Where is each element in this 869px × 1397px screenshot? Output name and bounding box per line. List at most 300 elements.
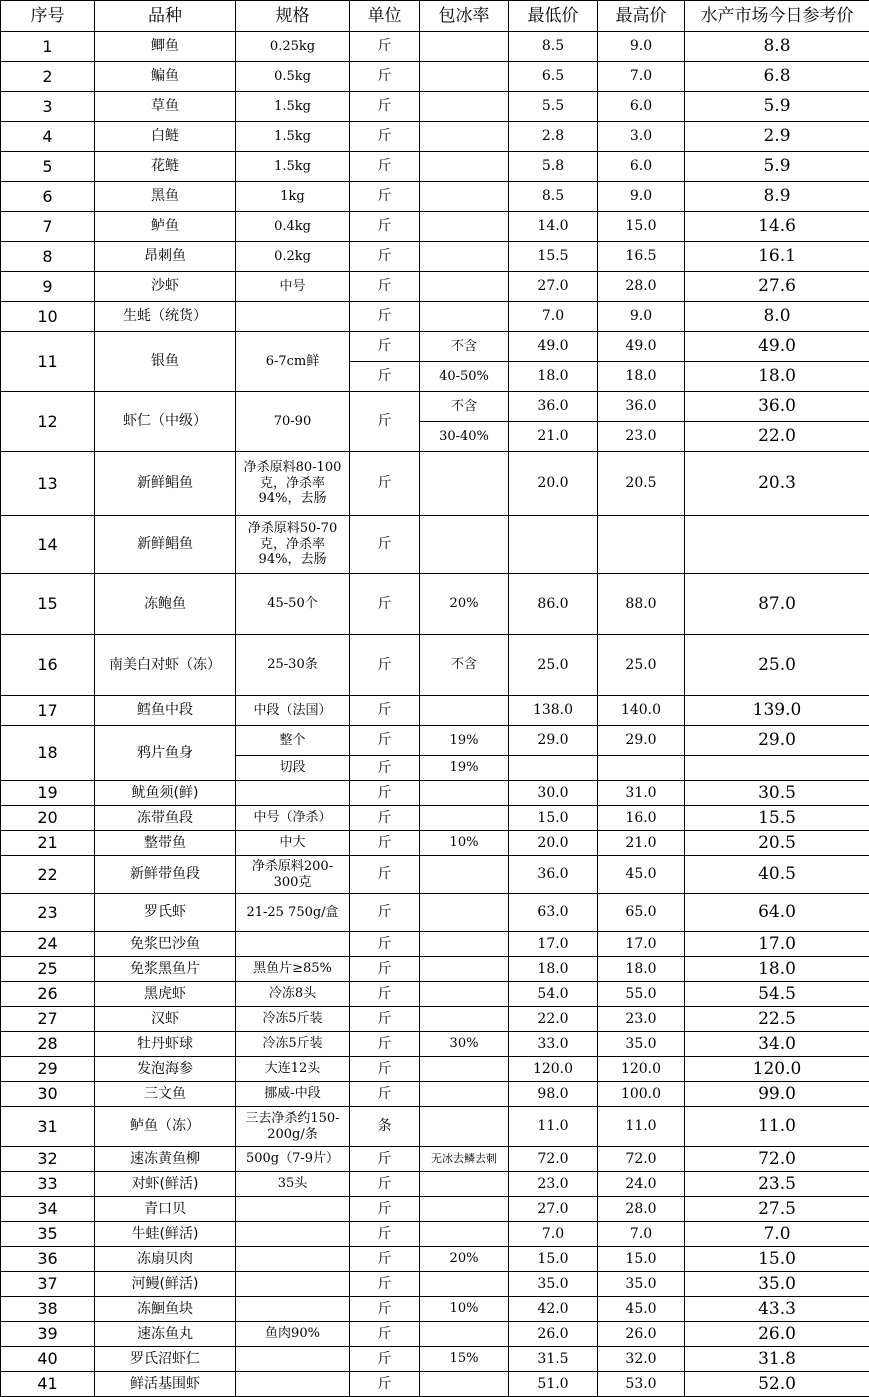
row-number: 25 bbox=[1, 957, 95, 982]
item-unit: 斤 bbox=[350, 1272, 420, 1297]
max-price: 35.0 bbox=[598, 1032, 685, 1057]
row-number: 32 bbox=[1, 1147, 95, 1172]
table-row bbox=[1, 1347, 869, 1372]
table-row bbox=[1, 1222, 869, 1247]
table-row bbox=[1, 696, 869, 726]
item-ice-rate bbox=[420, 152, 509, 182]
min-price: 7.0 bbox=[509, 302, 598, 332]
item-name: 银鱼 bbox=[95, 332, 236, 392]
item-unit: 斤 bbox=[350, 182, 420, 212]
row-number: 11 bbox=[1, 332, 95, 392]
min-price: 42.0 bbox=[509, 1297, 598, 1322]
min-price: 27.0 bbox=[509, 272, 598, 302]
reference-price: 87.0 bbox=[685, 574, 869, 635]
table-row bbox=[1, 1082, 869, 1107]
max-price: 3.0 bbox=[598, 122, 685, 152]
item-spec: 1.5kg bbox=[236, 92, 350, 122]
item-unit: 斤 bbox=[350, 894, 420, 932]
item-name: 鲫鱼 bbox=[95, 32, 236, 62]
item-ice-rate bbox=[420, 62, 509, 92]
header-cell: 水产市场今日参考价 bbox=[685, 1, 869, 32]
max-price: 21.0 bbox=[598, 831, 685, 856]
max-price: 120.0 bbox=[598, 1057, 685, 1082]
item-ice-rate: 19% bbox=[420, 756, 509, 781]
max-price: 11.0 bbox=[598, 1107, 685, 1147]
row-number: 36 bbox=[1, 1247, 95, 1272]
row-number: 4 bbox=[1, 122, 95, 152]
reference-price: 25.0 bbox=[685, 635, 869, 696]
item-ice-rate bbox=[420, 32, 509, 62]
header-cell: 最低价 bbox=[509, 1, 598, 32]
reference-price: 8.9 bbox=[685, 182, 869, 212]
min-price: 36.0 bbox=[509, 392, 598, 422]
reference-price: 15.5 bbox=[685, 806, 869, 831]
item-spec: 挪威-中段 bbox=[236, 1082, 350, 1107]
item-name: 三文鱼 bbox=[95, 1082, 236, 1107]
item-spec bbox=[236, 781, 350, 806]
reference-price bbox=[685, 756, 869, 781]
max-price: 18.0 bbox=[598, 362, 685, 392]
row-number: 30 bbox=[1, 1082, 95, 1107]
item-spec bbox=[236, 1247, 350, 1272]
item-unit: 斤 bbox=[350, 1197, 420, 1222]
item-name: 新鲜带鱼段 bbox=[95, 856, 236, 894]
item-unit: 斤 bbox=[350, 152, 420, 182]
item-name: 鲜活基围虾 bbox=[95, 1372, 236, 1397]
min-price: 72.0 bbox=[509, 1147, 598, 1172]
max-price: 28.0 bbox=[598, 1197, 685, 1222]
item-ice-rate bbox=[420, 1272, 509, 1297]
reference-price: 34.0 bbox=[685, 1032, 869, 1057]
row-number: 22 bbox=[1, 856, 95, 894]
row-number: 1 bbox=[1, 32, 95, 62]
item-ice-rate bbox=[420, 1197, 509, 1222]
item-unit: 斤 bbox=[350, 392, 420, 452]
table-row bbox=[1, 392, 869, 422]
row-number: 37 bbox=[1, 1272, 95, 1297]
max-price: 53.0 bbox=[598, 1372, 685, 1397]
item-unit: 斤 bbox=[350, 726, 420, 756]
row-number: 40 bbox=[1, 1347, 95, 1372]
min-price: 29.0 bbox=[509, 726, 598, 756]
item-name: 南美白对虾（冻） bbox=[95, 635, 236, 696]
min-price: 98.0 bbox=[509, 1082, 598, 1107]
item-name: 牡丹虾球 bbox=[95, 1032, 236, 1057]
min-price: 17.0 bbox=[509, 932, 598, 957]
reference-price: 14.6 bbox=[685, 212, 869, 242]
item-spec: 三去净杀约150-200g/条 bbox=[236, 1107, 350, 1147]
reference-price: 8.8 bbox=[685, 32, 869, 62]
reference-price: 16.1 bbox=[685, 242, 869, 272]
table-row bbox=[1, 1297, 869, 1322]
item-name: 黑虎虾 bbox=[95, 982, 236, 1007]
item-spec: 鱼肉90% bbox=[236, 1322, 350, 1347]
item-ice-rate bbox=[420, 806, 509, 831]
reference-price: 20.3 bbox=[685, 452, 869, 516]
item-name: 整带鱼 bbox=[95, 831, 236, 856]
item-name: 虾仁（中级） bbox=[95, 392, 236, 452]
item-name: 鳕鱼中段 bbox=[95, 696, 236, 726]
reference-price: 52.0 bbox=[685, 1372, 869, 1397]
row-number: 29 bbox=[1, 1057, 95, 1082]
item-spec: 25-30条 bbox=[236, 635, 350, 696]
item-spec bbox=[236, 302, 350, 332]
item-ice-rate: 无冰去鳞去刺 bbox=[420, 1147, 509, 1172]
item-ice-rate: 19% bbox=[420, 726, 509, 756]
item-ice-rate bbox=[420, 696, 509, 726]
min-price: 6.5 bbox=[509, 62, 598, 92]
item-ice-rate bbox=[420, 92, 509, 122]
reference-price: 23.5 bbox=[685, 1172, 869, 1197]
max-price: 65.0 bbox=[598, 894, 685, 932]
item-unit: 斤 bbox=[350, 1222, 420, 1247]
table-row bbox=[1, 726, 869, 756]
row-number: 21 bbox=[1, 831, 95, 856]
max-price: 88.0 bbox=[598, 574, 685, 635]
row-number: 23 bbox=[1, 894, 95, 932]
item-name: 白鲢 bbox=[95, 122, 236, 152]
item-spec: 大连12头 bbox=[236, 1057, 350, 1082]
row-number: 12 bbox=[1, 392, 95, 452]
item-ice-rate bbox=[420, 894, 509, 932]
item-spec bbox=[236, 1372, 350, 1397]
table-row bbox=[1, 302, 869, 332]
reference-price: 54.5 bbox=[685, 982, 869, 1007]
item-ice-rate: 不含 bbox=[420, 392, 509, 422]
item-unit: 斤 bbox=[350, 1082, 420, 1107]
table-row bbox=[1, 831, 869, 856]
reference-price: 139.0 bbox=[685, 696, 869, 726]
item-unit: 斤 bbox=[350, 122, 420, 152]
min-price: 15.0 bbox=[509, 806, 598, 831]
max-price: 9.0 bbox=[598, 302, 685, 332]
table-row bbox=[1, 982, 869, 1007]
row-number: 18 bbox=[1, 726, 95, 781]
item-name: 新鲜鲳鱼 bbox=[95, 516, 236, 574]
item-name: 罗氏虾 bbox=[95, 894, 236, 932]
item-ice-rate bbox=[420, 1222, 509, 1247]
max-price: 9.0 bbox=[598, 32, 685, 62]
table-row bbox=[1, 635, 869, 696]
reference-price: 27.5 bbox=[685, 1197, 869, 1222]
item-unit: 斤 bbox=[350, 635, 420, 696]
row-number: 26 bbox=[1, 982, 95, 1007]
reference-price: 27.6 bbox=[685, 272, 869, 302]
item-unit: 斤 bbox=[350, 516, 420, 574]
header-cell: 序号 bbox=[1, 1, 95, 32]
max-price: 9.0 bbox=[598, 182, 685, 212]
item-ice-rate bbox=[420, 856, 509, 894]
table-row bbox=[1, 272, 869, 302]
table-row bbox=[1, 1007, 869, 1032]
item-ice-rate bbox=[420, 516, 509, 574]
reference-price: 22.5 bbox=[685, 1007, 869, 1032]
item-name: 花鲢 bbox=[95, 152, 236, 182]
reference-price: 7.0 bbox=[685, 1222, 869, 1247]
reference-price: 2.9 bbox=[685, 122, 869, 152]
min-price: 18.0 bbox=[509, 957, 598, 982]
max-price: 45.0 bbox=[598, 856, 685, 894]
item-ice-rate: 不含 bbox=[420, 332, 509, 362]
max-price: 16.5 bbox=[598, 242, 685, 272]
row-number: 13 bbox=[1, 452, 95, 516]
item-ice-rate: 30-40% bbox=[420, 422, 509, 452]
item-spec bbox=[236, 1297, 350, 1322]
min-price: 8.5 bbox=[509, 32, 598, 62]
reference-price: 11.0 bbox=[685, 1107, 869, 1147]
row-number: 3 bbox=[1, 92, 95, 122]
max-price: 23.0 bbox=[598, 1007, 685, 1032]
item-spec bbox=[236, 1347, 350, 1372]
min-price: 26.0 bbox=[509, 1322, 598, 1347]
min-price: 63.0 bbox=[509, 894, 598, 932]
header-cell: 包冰率 bbox=[420, 1, 509, 32]
table-row bbox=[1, 1372, 869, 1397]
item-unit: 斤 bbox=[350, 1347, 420, 1372]
item-name: 免浆黑鱼片 bbox=[95, 957, 236, 982]
reference-price: 64.0 bbox=[685, 894, 869, 932]
min-price: 5.8 bbox=[509, 152, 598, 182]
max-price: 32.0 bbox=[598, 1347, 685, 1372]
min-price bbox=[509, 756, 598, 781]
item-unit: 斤 bbox=[350, 212, 420, 242]
max-price: 7.0 bbox=[598, 1222, 685, 1247]
table-row bbox=[1, 1147, 869, 1172]
max-price: 23.0 bbox=[598, 422, 685, 452]
item-spec: 净杀原料80-100克，净杀率94%，去肠 bbox=[236, 452, 350, 516]
header-cell: 品种 bbox=[95, 1, 236, 32]
max-price: 20.5 bbox=[598, 452, 685, 516]
max-price: 16.0 bbox=[598, 806, 685, 831]
min-price: 138.0 bbox=[509, 696, 598, 726]
reference-price: 40.5 bbox=[685, 856, 869, 894]
min-price: 31.5 bbox=[509, 1347, 598, 1372]
reference-price: 18.0 bbox=[685, 362, 869, 392]
table-row bbox=[1, 932, 869, 957]
item-ice-rate bbox=[420, 982, 509, 1007]
min-price: 27.0 bbox=[509, 1197, 598, 1222]
item-spec: 45-50个 bbox=[236, 574, 350, 635]
max-price: 26.0 bbox=[598, 1322, 685, 1347]
item-spec bbox=[236, 1197, 350, 1222]
item-spec: 冷冻5斤装 bbox=[236, 1007, 350, 1032]
max-price: 49.0 bbox=[598, 332, 685, 362]
reference-price: 5.9 bbox=[685, 92, 869, 122]
item-spec: 0.5kg bbox=[236, 62, 350, 92]
item-unit: 斤 bbox=[350, 272, 420, 302]
max-price: 7.0 bbox=[598, 62, 685, 92]
item-unit: 斤 bbox=[350, 932, 420, 957]
item-name: 对虾(鲜活) bbox=[95, 1172, 236, 1197]
reference-price: 29.0 bbox=[685, 726, 869, 756]
item-ice-rate: 10% bbox=[420, 1297, 509, 1322]
row-number: 2 bbox=[1, 62, 95, 92]
table-row bbox=[1, 856, 869, 894]
item-spec: 中段（法国） bbox=[236, 696, 350, 726]
item-name: 冻带鱼段 bbox=[95, 806, 236, 831]
min-price: 2.8 bbox=[509, 122, 598, 152]
table-row bbox=[1, 332, 869, 362]
item-spec: 切段 bbox=[236, 756, 350, 781]
row-number: 38 bbox=[1, 1297, 95, 1322]
item-name: 青口贝 bbox=[95, 1197, 236, 1222]
min-price: 49.0 bbox=[509, 332, 598, 362]
max-price: 18.0 bbox=[598, 957, 685, 982]
item-ice-rate: 不含 bbox=[420, 635, 509, 696]
reference-price: 18.0 bbox=[685, 957, 869, 982]
min-price: 51.0 bbox=[509, 1372, 598, 1397]
max-price: 28.0 bbox=[598, 272, 685, 302]
row-number: 31 bbox=[1, 1107, 95, 1147]
item-ice-rate: 40-50% bbox=[420, 362, 509, 392]
max-price: 25.0 bbox=[598, 635, 685, 696]
item-spec: 1.5kg bbox=[236, 122, 350, 152]
item-spec: 冷冻5斤装 bbox=[236, 1032, 350, 1057]
item-unit: 斤 bbox=[350, 1147, 420, 1172]
row-number: 41 bbox=[1, 1372, 95, 1397]
item-name: 速冻黄鱼柳 bbox=[95, 1147, 236, 1172]
reference-price bbox=[685, 516, 869, 574]
header-cell: 最高价 bbox=[598, 1, 685, 32]
row-number: 34 bbox=[1, 1197, 95, 1222]
table-row bbox=[1, 152, 869, 182]
reference-price: 36.0 bbox=[685, 392, 869, 422]
item-name: 沙虾 bbox=[95, 272, 236, 302]
header-cell: 规格 bbox=[236, 1, 350, 32]
table-row bbox=[1, 92, 869, 122]
reference-price: 5.9 bbox=[685, 152, 869, 182]
max-price: 72.0 bbox=[598, 1147, 685, 1172]
item-name: 生蚝（统货） bbox=[95, 302, 236, 332]
item-name: 草鱼 bbox=[95, 92, 236, 122]
item-ice-rate bbox=[420, 1082, 509, 1107]
item-name: 新鲜鲳鱼 bbox=[95, 452, 236, 516]
min-price: 8.5 bbox=[509, 182, 598, 212]
item-unit: 斤 bbox=[350, 1032, 420, 1057]
item-spec: 净杀原料50-70克，净杀率94%，去肠 bbox=[236, 516, 350, 574]
reference-price: 49.0 bbox=[685, 332, 869, 362]
table-row bbox=[1, 62, 869, 92]
row-number: 10 bbox=[1, 302, 95, 332]
item-ice-rate: 20% bbox=[420, 574, 509, 635]
max-price: 24.0 bbox=[598, 1172, 685, 1197]
item-unit: 斤 bbox=[350, 856, 420, 894]
item-spec: 冷冻8头 bbox=[236, 982, 350, 1007]
item-ice-rate: 15% bbox=[420, 1347, 509, 1372]
row-number: 16 bbox=[1, 635, 95, 696]
item-ice-rate bbox=[420, 212, 509, 242]
item-unit: 斤 bbox=[350, 756, 420, 781]
item-name: 速冻鱼丸 bbox=[95, 1322, 236, 1347]
table-row bbox=[1, 1197, 869, 1222]
item-name: 罗氏沼虾仁 bbox=[95, 1347, 236, 1372]
item-spec bbox=[236, 1272, 350, 1297]
item-spec: 1.5kg bbox=[236, 152, 350, 182]
min-price: 54.0 bbox=[509, 982, 598, 1007]
item-name: 牛蛙(鲜活) bbox=[95, 1222, 236, 1247]
row-number: 15 bbox=[1, 574, 95, 635]
item-name: 河鳗(鲜活) bbox=[95, 1272, 236, 1297]
max-price bbox=[598, 756, 685, 781]
table-row bbox=[1, 957, 869, 982]
min-price: 14.0 bbox=[509, 212, 598, 242]
item-unit: 斤 bbox=[350, 574, 420, 635]
item-ice-rate bbox=[420, 122, 509, 152]
item-spec: 中大 bbox=[236, 831, 350, 856]
item-name: 鳊鱼 bbox=[95, 62, 236, 92]
item-name: 黑鱼 bbox=[95, 182, 236, 212]
table-row bbox=[1, 574, 869, 635]
reference-price: 17.0 bbox=[685, 932, 869, 957]
row-number: 27 bbox=[1, 1007, 95, 1032]
item-spec: 黑鱼片≥85% bbox=[236, 957, 350, 982]
item-ice-rate: 30% bbox=[420, 1032, 509, 1057]
item-unit: 斤 bbox=[350, 831, 420, 856]
item-unit: 斤 bbox=[350, 1372, 420, 1397]
item-name: 免浆巴沙鱼 bbox=[95, 932, 236, 957]
row-number: 7 bbox=[1, 212, 95, 242]
min-price: 30.0 bbox=[509, 781, 598, 806]
min-price bbox=[509, 516, 598, 574]
max-price: 6.0 bbox=[598, 152, 685, 182]
min-price: 35.0 bbox=[509, 1272, 598, 1297]
item-spec: 整个 bbox=[236, 726, 350, 756]
item-unit: 斤 bbox=[350, 806, 420, 831]
row-number: 28 bbox=[1, 1032, 95, 1057]
row-number: 24 bbox=[1, 932, 95, 957]
item-ice-rate: 20% bbox=[420, 1247, 509, 1272]
max-price: 35.0 bbox=[598, 1272, 685, 1297]
item-spec: 0.4kg bbox=[236, 212, 350, 242]
item-ice-rate bbox=[420, 1372, 509, 1397]
item-unit: 斤 bbox=[350, 696, 420, 726]
reference-price: 20.5 bbox=[685, 831, 869, 856]
item-unit: 斤 bbox=[350, 92, 420, 122]
item-spec: 中号（净杀） bbox=[236, 806, 350, 831]
row-number: 9 bbox=[1, 272, 95, 302]
item-unit: 斤 bbox=[350, 1322, 420, 1347]
max-price: 15.0 bbox=[598, 212, 685, 242]
item-name: 鲈鱼 bbox=[95, 212, 236, 242]
max-price: 6.0 bbox=[598, 92, 685, 122]
table-row bbox=[1, 242, 869, 272]
table-row bbox=[1, 1107, 869, 1147]
item-unit: 斤 bbox=[350, 957, 420, 982]
min-price: 22.0 bbox=[509, 1007, 598, 1032]
reference-price: 15.0 bbox=[685, 1247, 869, 1272]
max-price: 15.0 bbox=[598, 1247, 685, 1272]
item-spec bbox=[236, 932, 350, 957]
item-spec: 6-7cm鲜 bbox=[236, 332, 350, 392]
item-spec: 70-90 bbox=[236, 392, 350, 452]
item-unit: 斤 bbox=[350, 1297, 420, 1322]
item-ice-rate bbox=[420, 242, 509, 272]
item-unit: 斤 bbox=[350, 332, 420, 362]
max-price: 31.0 bbox=[598, 781, 685, 806]
item-ice-rate bbox=[420, 1107, 509, 1147]
item-ice-rate bbox=[420, 932, 509, 957]
table-row bbox=[1, 516, 869, 574]
header-row bbox=[1, 1, 869, 32]
item-unit: 斤 bbox=[350, 452, 420, 516]
row-number: 20 bbox=[1, 806, 95, 831]
table-row bbox=[1, 1272, 869, 1297]
min-price: 15.5 bbox=[509, 242, 598, 272]
row-number: 35 bbox=[1, 1222, 95, 1247]
row-number: 33 bbox=[1, 1172, 95, 1197]
table-row bbox=[1, 806, 869, 831]
table-row bbox=[1, 1172, 869, 1197]
